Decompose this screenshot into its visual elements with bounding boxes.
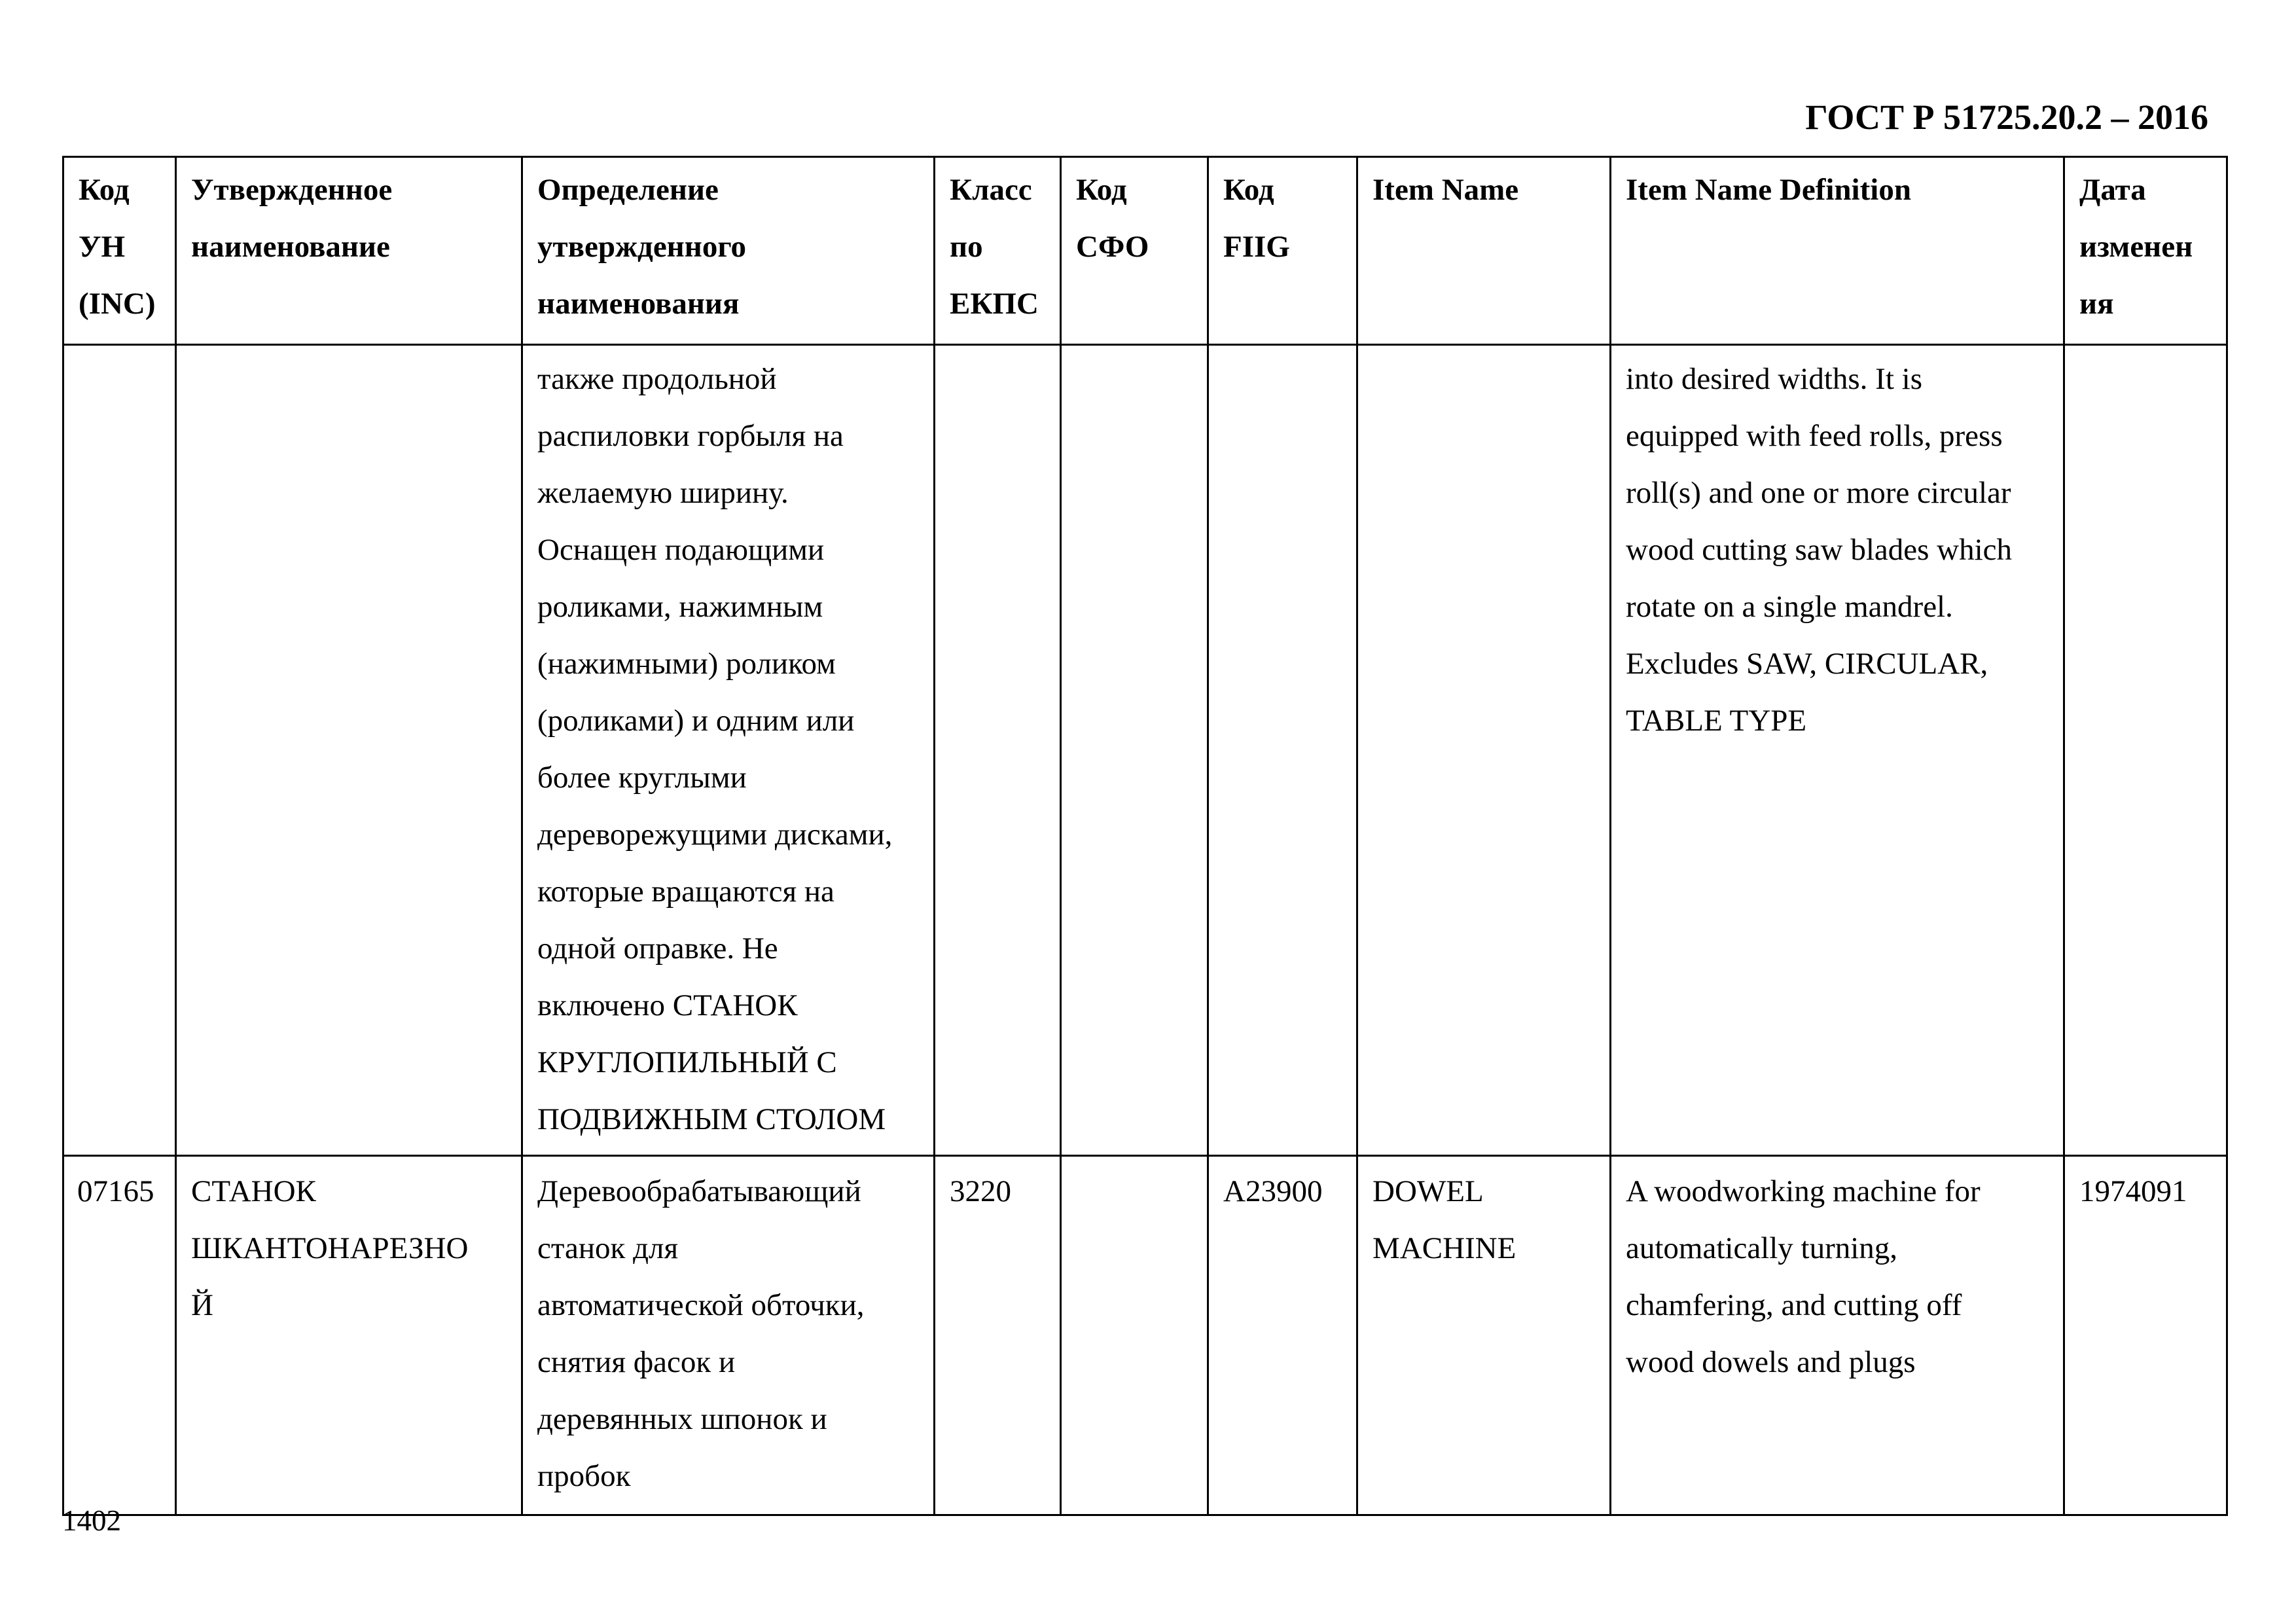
cell-sfo <box>1061 345 1208 1156</box>
cell-inc <box>63 345 176 1156</box>
col-header-approved-name: Утвержденное наименование <box>176 157 522 345</box>
cell-inc: 07165 <box>63 1156 176 1515</box>
col-header-fiig: Код FIIG <box>1208 157 1357 345</box>
col-header-change-date: Дата изменен ия <box>2064 157 2227 345</box>
col-header-sfo: Код СФО <box>1061 157 1208 345</box>
catalog-table <box>62 156 2228 1516</box>
col-header-definition-ru: Определение утвержденного наименования <box>522 157 935 345</box>
cell-change-date <box>2064 345 2227 1156</box>
cell-definition-ru: Деревообрабатывающий станок для автоматической обточки, снятия фасок и деревянных шпонок и пробок <box>522 1156 935 1515</box>
cell-item-definition: into desired widths. It is equipped with feed rolls, press roll(s) and one or more circular wood cutting saw blades which rotate on a single mandrel. Excludes SAW, CIRCULAR, TABLE TYPE <box>1611 345 2064 1156</box>
cell-change-date: 1974091 <box>2064 1156 2227 1515</box>
cell-class <box>935 345 1061 1156</box>
cell-approved-name: СТАНОК ШКАНТОНАРЕЗНО Й <box>176 1156 522 1515</box>
col-header-inc: Код УН (INC) <box>63 157 176 345</box>
col-header-item-name: Item Name <box>1357 157 1611 345</box>
table-header-row <box>63 157 2227 345</box>
table-row <box>63 345 2227 1156</box>
table-row <box>63 1156 2227 1515</box>
cell-item-name: DOWEL MACHINE <box>1357 1156 1611 1515</box>
page-number: 1402 <box>62 1504 121 1537</box>
cell-item-name <box>1357 345 1611 1156</box>
cell-fiig <box>1208 345 1357 1156</box>
cell-class: 3220 <box>935 1156 1061 1515</box>
cell-sfo <box>1061 1156 1208 1515</box>
col-header-class: Класс по ЕКПС <box>935 157 1061 345</box>
cell-fiig: A23900 <box>1208 1156 1357 1515</box>
cell-definition-ru: также продольной распиловки горбыля на желаемую ширину. Оснащен подающими роликами, нажимным (нажимными) роликом (роликами) и одним или более круглыми дереворежущими дисками, которые вращаются на одной оправке. Не включено СТАНОК КРУГЛОПИЛЬНЫЙ С ПОДВИЖНЫМ СТОЛОМ <box>522 345 935 1156</box>
cell-item-definition: A woodworking machine for automatically turning, chamfering, and cutting off wood dowels and plugs <box>1611 1156 2064 1515</box>
document-code-header: ГОСТ Р 51725.20.2 – 2016 <box>1805 98 2208 137</box>
cell-approved-name <box>176 345 522 1156</box>
col-header-item-definition: Item Name Definition <box>1611 157 2064 345</box>
